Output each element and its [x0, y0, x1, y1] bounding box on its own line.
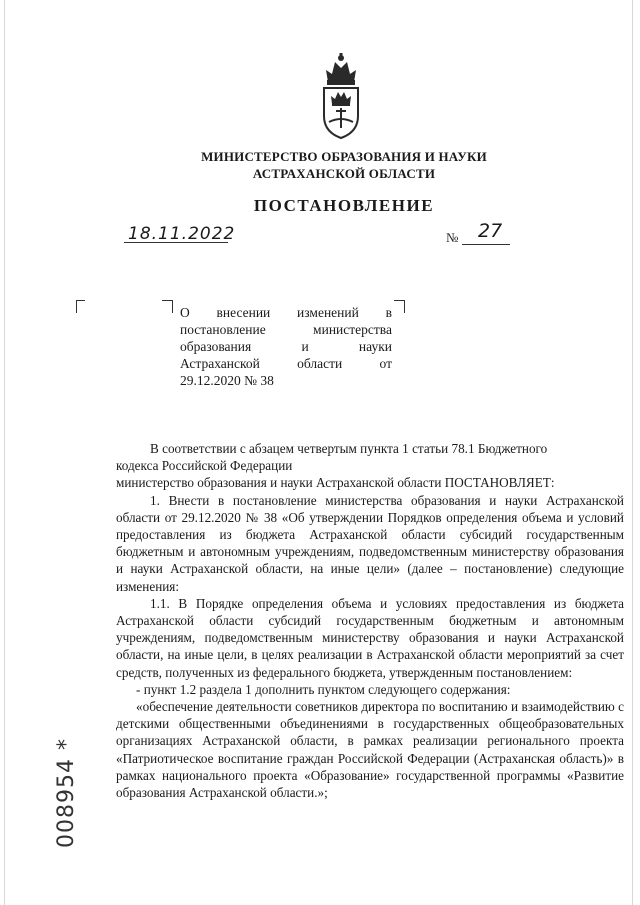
body-paragraph: кодекса Российской Федерации — [116, 458, 293, 474]
body-paragraph: - пункт 1.2 раздела 1 дополнить пунктом следующего содержания: — [136, 681, 511, 697]
ministry-name — [0, 148, 640, 182]
document-number: 27 — [478, 220, 503, 242]
bracket-top-right — [394, 300, 405, 313]
subject-line: О внесении изменений в — [180, 305, 392, 320]
scan-edge-left — [4, 0, 5, 905]
astrakhan-coat-of-arms-icon — [318, 52, 364, 142]
bracket-top-mid — [162, 300, 173, 313]
subject-line: Астраханской области от — [180, 356, 392, 371]
margin-registration-stamp: 008954 * — [54, 738, 79, 848]
body-paragraph: 1. Внести в постановление министерства образования и науки Астраханской области от 29.12.2020 № 38 «Об утверждении Порядков определения объема и условий предоставления из бюджета Астраханской области субсидий государственным бюджетным и автономным учреждениям, подведомственным министерству образования и науки Астраханской области, на иные цели» (далее – постановление) следующие изменения: — [116, 492, 624, 594]
document-date: 18.11.2022 — [128, 224, 236, 244]
body-paragraph: В соответствии с абзацем четвертым пункта 1 статьи 78.1 Бюджетного — [150, 441, 548, 456]
subject-line: 29.12.2020 № 38 — [180, 373, 274, 388]
bracket-top-left — [76, 300, 85, 313]
document-body — [116, 440, 624, 801]
document-type-title: ПОСТАНОВЛЕНИЕ — [253, 196, 435, 215]
body-paragraph: «обеспечение деятельности советников директора по воспитанию и взаимодействию с детскими общественными объединениями в государственных общеобразовательных организациях Астраханской области, в рамках реализации регионального проекта «Патриотическое воспитание граждан Российской Федерации (Астраханская область)» в рамках национального проекта «Образование» государственной программы «Развитие образования Астраханской области.»; — [116, 699, 624, 801]
subject-line: образования и науки — [180, 339, 392, 354]
ministry-name-line2: АСТРАХАНСКОЙ ОБЛАСТИ — [252, 166, 436, 181]
number-label: № — [446, 230, 459, 245]
body-paragraph: министерство образования и науки Астраханской области ПОСТАНОВЛЯЕТ: — [116, 475, 555, 491]
body-paragraph: 1.1. В Порядке определения объема и условиях предоставления из бюджета Астраханской области субсидий государственным бюджетным и автономным учреждениям, подведомственным министерству образования и науки Астраханской области, на иные цели, в целях реализации в Астраханской области мероприятий за счет средств, полученных из федерального бюджета, утвержденным постановлением: — [116, 595, 624, 680]
document-subject — [180, 304, 392, 389]
number-underline — [462, 244, 510, 245]
date-underline — [124, 242, 228, 243]
subject-line: постановление министерства — [180, 322, 392, 337]
scan-edge-right — [632, 0, 633, 905]
ministry-name-line1: МИНИСТЕРСТВО ОБРАЗОВАНИЯ И НАУКИ — [201, 149, 487, 164]
